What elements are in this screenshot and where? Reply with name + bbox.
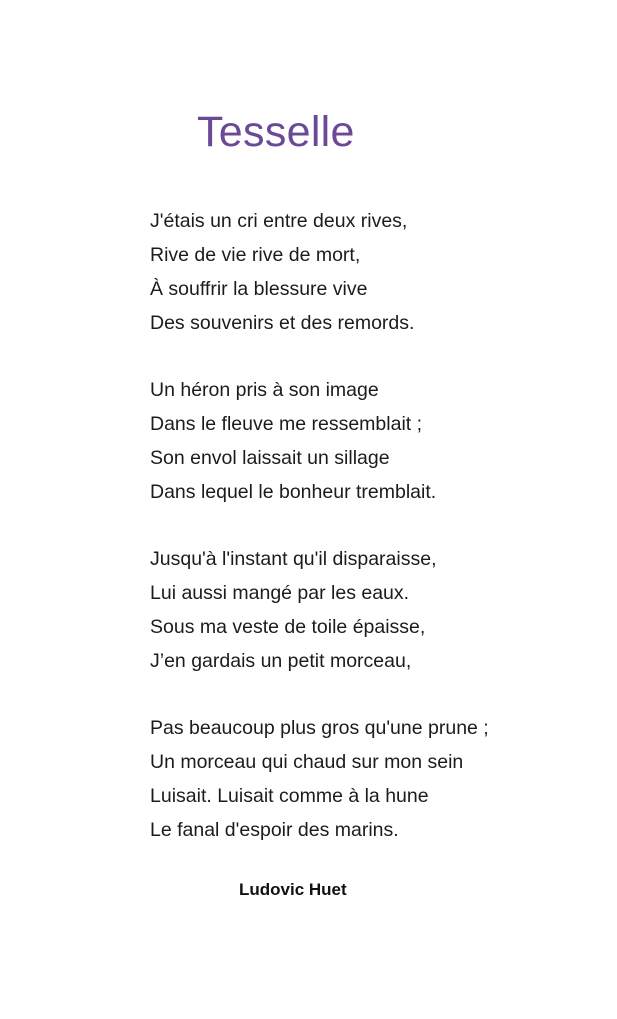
verse-line: Lui aussi mangé par les eaux. <box>150 582 410 604</box>
stanza-4 <box>150 711 590 847</box>
verse-line: Le fanal d'espoir des marins. <box>150 819 399 841</box>
verse-line: Dans lequel le bonheur tremblait. <box>150 481 437 503</box>
stanza-3 <box>150 542 590 678</box>
verse-line: Un héron pris à son image <box>150 379 379 401</box>
verse-line: Dans le fleuve me ressemblait ; <box>150 413 423 435</box>
verse-line: Son envol laissait un sillage <box>150 447 390 469</box>
stanza-1 <box>150 204 590 340</box>
verse-line: Un morceau qui chaud sur mon sein <box>150 751 464 773</box>
author-signature: Ludovic Huet <box>239 880 347 899</box>
verse-line: Sous ma veste de toile épaisse, <box>150 616 426 638</box>
verse-line: Rive de vie rive de mort, <box>150 244 361 266</box>
verse-line: À souffrir la blessure vive <box>150 278 368 300</box>
poem-title: Tesselle <box>197 108 355 156</box>
poem-body <box>150 204 590 880</box>
verse-line: Des souvenirs et des remords. <box>150 312 415 334</box>
verse-line: J’en gardais un petit morceau, <box>150 650 412 672</box>
verse-line: Jusqu'à l'instant qu'il disparaisse, <box>150 548 437 570</box>
stanza-2 <box>150 373 590 509</box>
verse-line: Luisait. Luisait comme à la hune <box>150 785 429 807</box>
verse-line: Pas beaucoup plus gros qu'une prune ; <box>150 717 489 739</box>
verse-line: J'étais un cri entre deux rives, <box>150 210 408 232</box>
